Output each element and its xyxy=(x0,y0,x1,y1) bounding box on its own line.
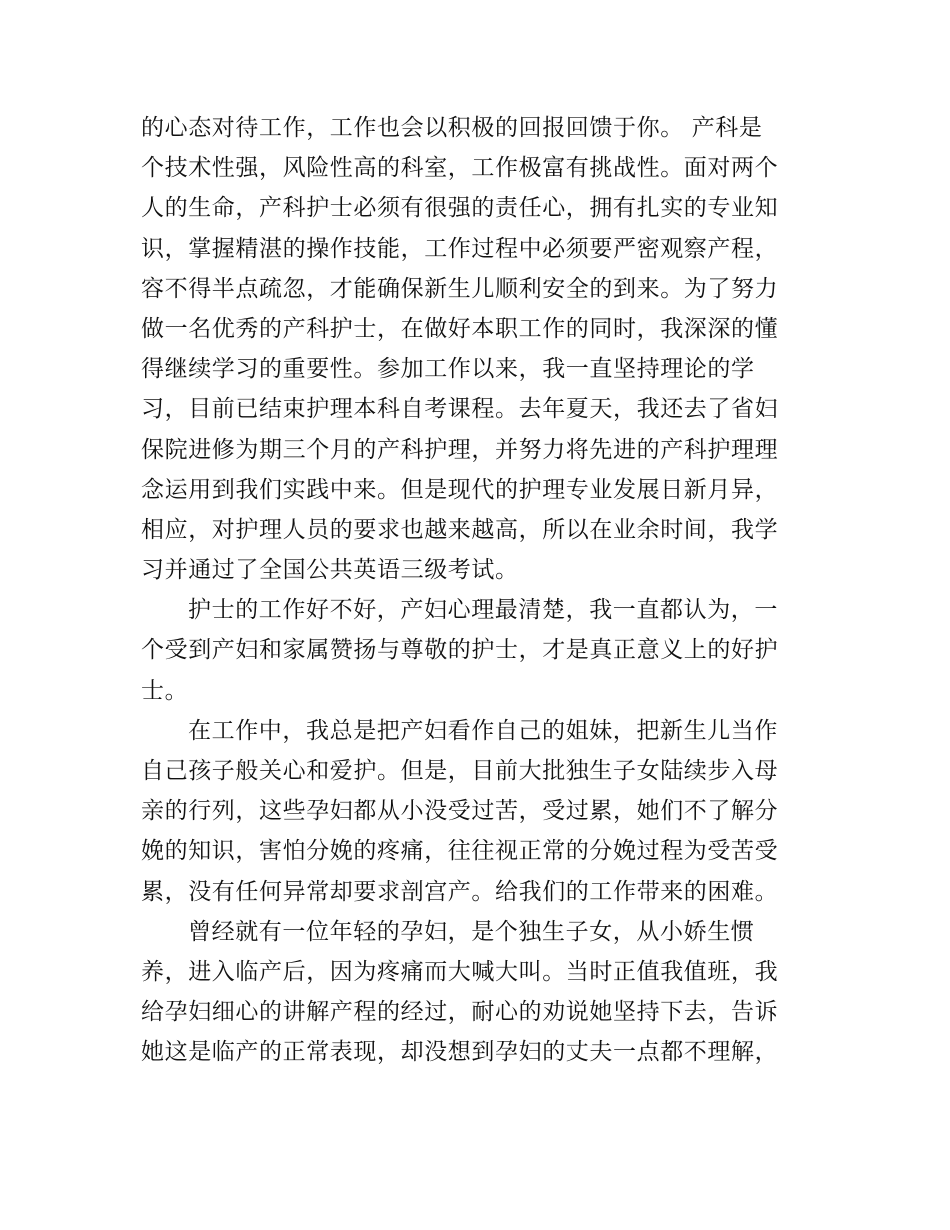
paragraph-3 xyxy=(141,711,813,912)
text-line: 容不得半点疏忽，才能确保新生儿顺利安全的到来。为了努力 xyxy=(141,275,779,302)
text-line: 曾经就有一位年轻的孕妇，是个独生子女，从小娇生惯 xyxy=(188,918,755,945)
paragraph-4 xyxy=(141,912,813,1073)
text-line: 个受到产妇和家属赞扬与尊敬的护士，才是真正意义上的好护 xyxy=(141,637,779,664)
paragraph-1 xyxy=(141,108,813,590)
text-line: 识，掌握精湛的操作技能，工作过程中必须要严密观察产程， xyxy=(141,235,779,262)
text-line: 累，没有任何异常却要求剖宫产。给我们的工作带来的困难。 xyxy=(141,878,779,905)
text-line: 相应，对护理人员的要求也越来越高，所以在业余时间，我学 xyxy=(141,516,779,543)
text-line: 得继续学习的重要性。参加工作以来，我一直坚持理论的学 xyxy=(141,356,755,383)
text-line: 她这是临产的正常表现，却没想到孕妇的丈夫一点都不理解， xyxy=(141,1039,779,1066)
text-line: 娩的知识，害怕分娩的疼痛，往往视正常的分娩过程为受苦受 xyxy=(141,838,779,865)
text-line: 亲的行列，这些孕妇都从小没受过苦，受过累，她们不了解分 xyxy=(141,798,779,825)
text-line: 习，目前已结束护理本科自考课程。去年夏天，我还去了省妇 xyxy=(141,396,779,423)
text-line: 保院进修为期三个月的产科护理，并努力将先进的产科护理理 xyxy=(141,436,779,463)
text-line: 个技术性强，风险性高的科室，工作极富有挑战性。面对两个 xyxy=(141,155,779,182)
text-line: 的心态对待工作，工作也会以积极的回报回馈于你。 产科是 xyxy=(141,115,763,141)
body-text xyxy=(141,108,813,1073)
text-line: 念运用到我们实践中来。但是现代的护理专业发展日新月异， xyxy=(141,476,779,503)
text-line: 做一名优秀的产科护士，在做好本职工作的同时，我深深的懂 xyxy=(141,315,779,342)
text-line: 习并通过了全国公共英语三级考试。 xyxy=(141,557,519,584)
text-line: 在工作中，我总是把产妇看作自己的姐妹，把新生儿当作 xyxy=(188,717,778,744)
text-line: 护士的工作好不好，产妇心理最清楚，我一直都认为，一 xyxy=(188,597,778,624)
text-line: 人的生命，产科护士必须有很强的责任心，拥有扎实的专业知 xyxy=(141,195,779,222)
text-line: 士。 xyxy=(141,677,189,704)
text-line: 给孕妇细心的讲解产程的经过，耐心的劝说她坚持下去，告诉 xyxy=(141,999,779,1026)
text-line: 养，进入临产后，因为疼痛而大喊大叫。当时正值我值班，我 xyxy=(141,958,779,985)
text-line: 自己孩子般关心和爱护。但是，目前大批独生子女陆续步入母 xyxy=(141,758,779,784)
paragraph-2 xyxy=(141,590,813,711)
